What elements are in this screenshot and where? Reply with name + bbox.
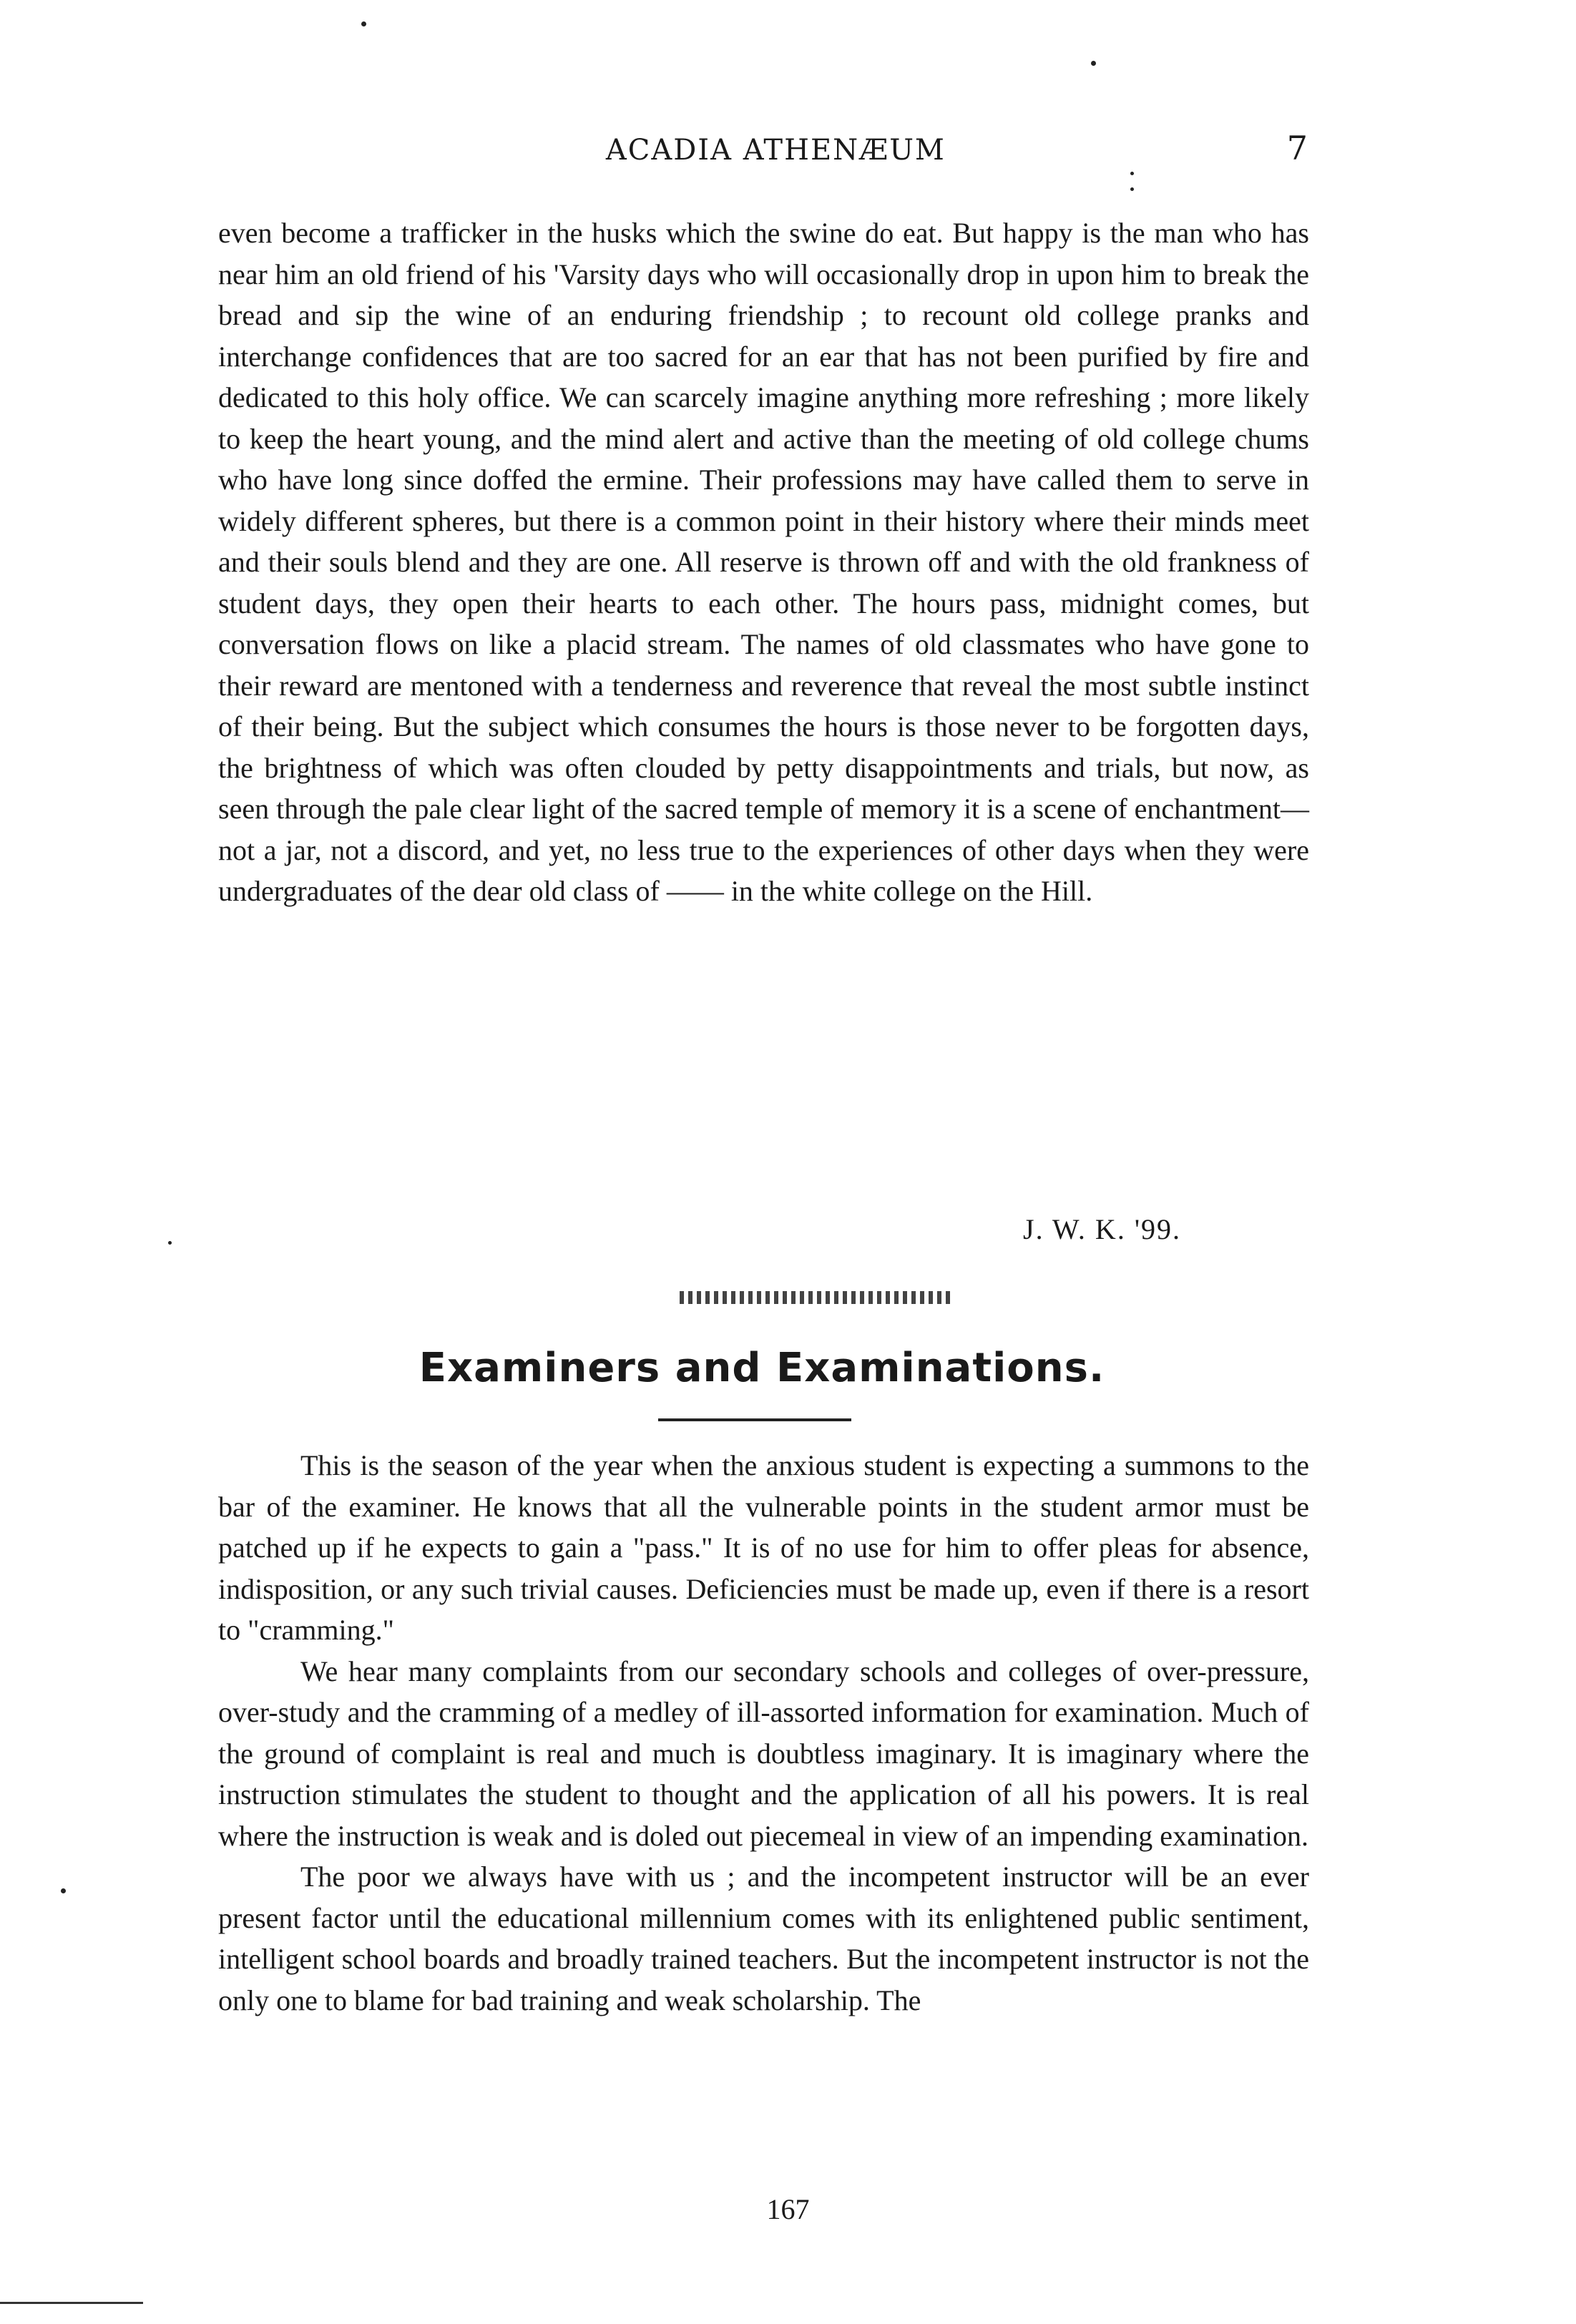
speck — [1130, 187, 1134, 191]
running-head-title: ACADIA ATHENÆUM — [605, 134, 946, 167]
section-divider-ornament — [680, 1291, 951, 1304]
author-signature: J. W. K. '99. — [1023, 1213, 1182, 1245]
scan-edge-mark — [0, 2302, 143, 2304]
running-head-page-number: 7 — [1286, 129, 1309, 167]
title-underline-rule — [658, 1418, 851, 1421]
running-head — [215, 129, 1309, 167]
section-body — [218, 1445, 1309, 2021]
article-continuation — [218, 212, 1309, 912]
section-paragraph: The poor we always have with us ; and the incompetent instructor will be an ever present factor until the educational millennium comes with its enlightened public sentiment, intelligent school boards and broadly trained teachers. But the incompetent instructor is not the only one to blame for bad training and weak scholarship. The — [218, 1860, 1309, 2016]
section-paragraph: This is the season of the year when the anxious student is expecting a summons to the bar of the examiner. He knows that all the vulnerable points in the student armor must be patched up if he expects to gain a "pass." It is of no use for him to offer pleas for absence, indisposition, or any such trivial causes. Deficiencies must be made up, even if there is a resort to "cramming." — [218, 1449, 1309, 1646]
section-paragraph: We hear many complaints from our secondary schools and colleges of over-pressure, over-study and the cramming of a medley of ill-assorted information for examination. Much of the ground of complaint is real and much is doubtless imaginary. It is imaginary where the instruction stimulates the student to thought and the application of all his powers. It is real where the instruction is weak and is doled out piecemeal in view of an impending examination. — [218, 1654, 1309, 1852]
article-paragraph: even become a trafficker in the husks which the swine do eat. But happy is the man who has near him an old friend of his 'Varsity days who will occasionally drop in upon him to break the bread and sip the wine of an enduring friendship ; to recount old college pranks and interchange confidences that are too sacred for an ear that has not been purified by fire and dedicated to this holy office. We can scarcely imagine anything more refreshing ; more likely to keep the heart young, and the mind alert and active than the meeting of old college chums who have long since doffed the ermine. Their professions may have called them to serve in widely different spheres, but there is a common point in their history where their minds meet and their souls blend and they are one. All reserve is thrown off and with the old frankness of student days, they open their hearts to each other. The hours pass, midnight comes, but conversation flows on like a placid stream. The names of old classmates who have gone to their reward are mentoned with a tenderness and reverence that reveal the most subtle instinct of their being. But the subject which consumes the hours is those never to be forgotten days, the brightness of which was often clouded by petty disappointments and trials, but now, as seen through the pale clear light of the sacred temple of memory it is a scene of enchantment—not a jar, not a discord, and yet, no less true to the experiences of other days when they were undergraduates of the dear old class of —— in the white college on the Hill. — [218, 217, 1309, 907]
speck — [361, 21, 366, 26]
section-title: Examiners and Examinations. — [419, 1345, 1105, 1391]
speck — [168, 1241, 172, 1245]
speck — [1091, 61, 1096, 66]
folio-number: 167 — [766, 2193, 810, 2225]
speck — [61, 1888, 66, 1893]
speck — [1130, 172, 1134, 175]
